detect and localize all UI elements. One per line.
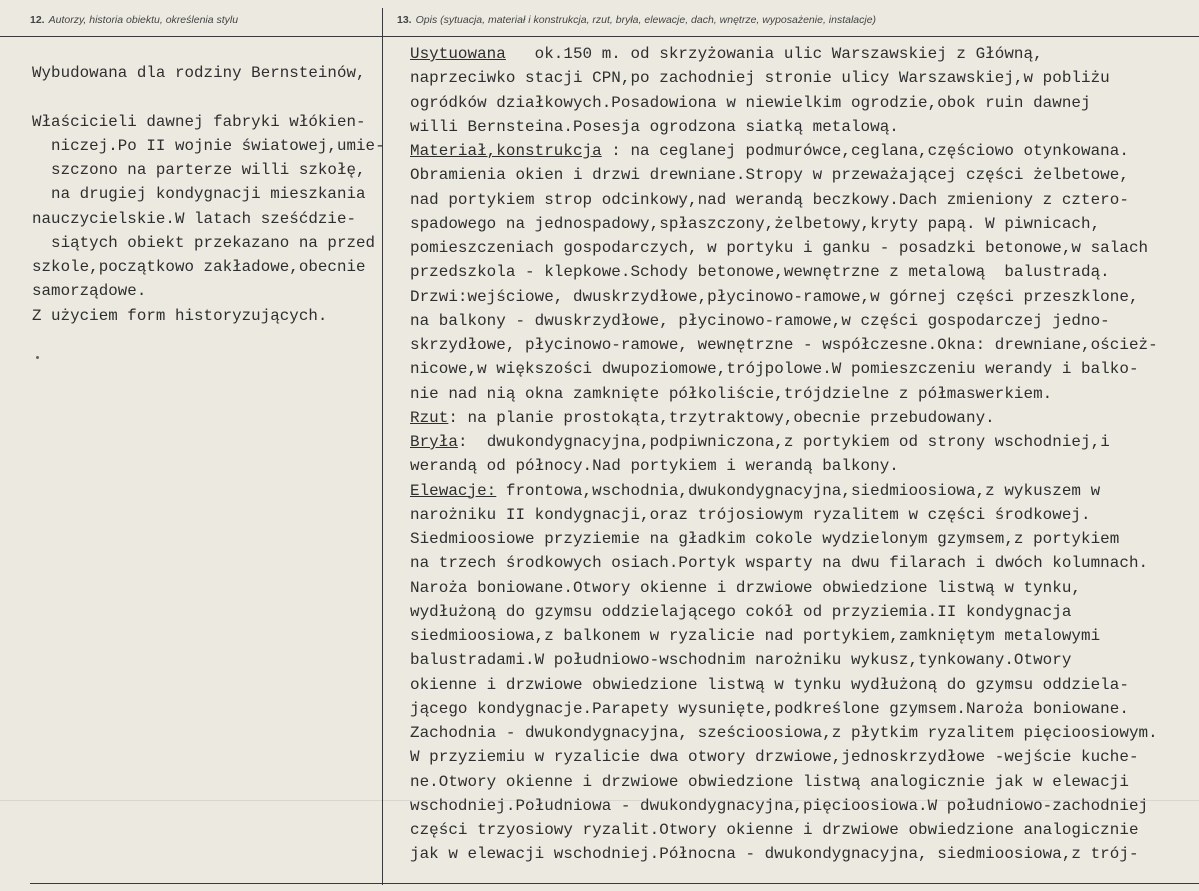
description-text: okienne i drzwiowe obwiedzione listwą w tynku wydłużoną do gzymsu oddziela- xyxy=(410,675,1129,694)
description-text: wschodniej.Południowa - dwukondygnacyjna,pięcioosiowa.W południowo-zachodniej xyxy=(410,796,1149,815)
description-text: spadowego na jednospadowy,spłaszczony,żelbetowy,kryty papą. W piwnicach, xyxy=(410,214,1101,233)
description-text: ne.Otwory okienne i drzwiowe obwiedzione listwą analogicznie jak w elewacji xyxy=(410,772,1129,791)
description-line xyxy=(410,430,1195,454)
description-line xyxy=(410,624,1195,648)
description-line xyxy=(410,115,1195,139)
description-line xyxy=(410,721,1195,745)
description-text: naprzeciwko stacji CPN,po zachodniej stronie ulicy Warszawskiej,w pobliżu xyxy=(410,69,1110,88)
ink-dot xyxy=(36,356,39,359)
history-line: samorządowe. xyxy=(32,282,147,301)
history-line: Wybudowana dla rodziny Bernsteinów, xyxy=(32,64,366,82)
description-line xyxy=(410,163,1195,187)
description-line xyxy=(410,285,1195,309)
description-line xyxy=(410,794,1195,818)
description-text: jak w elewacji wschodniej.Północna - dwukondygnacyjna, siedmioosiowa,z trój- xyxy=(410,845,1139,864)
section-heading: Bryła xyxy=(410,433,458,451)
description-text: Zachodnia - dwukondygnacyjna, sześcioosiowa,z płytkim ryzalitem pięcioosiowym. xyxy=(410,724,1158,742)
description-text: willi Bernsteina.Posesja ogrodzona siatką metalową. xyxy=(410,117,899,136)
history-line: szczono na parterze willi szkołę, xyxy=(32,161,366,179)
section-heading: Elewacje: xyxy=(410,481,497,500)
description-line xyxy=(410,648,1195,672)
description-line xyxy=(410,770,1195,794)
description-text: wydłużoną do gzymsu oddzielającego cokół od przyziemia.II kondygnacja xyxy=(410,602,1072,621)
description-text: werandą od północy.Nad portykiem i werandą balkony. xyxy=(410,457,899,476)
header-left xyxy=(30,14,238,26)
description-text: Drzwi:wejściowe, dwuskrzydłowe,płycinowo-ramowe,w górnej części przeszklone, xyxy=(410,287,1139,306)
bottom-rule xyxy=(30,883,1199,884)
description-line xyxy=(410,745,1195,769)
description-line xyxy=(410,42,1195,66)
description-line xyxy=(410,406,1195,430)
section-heading: Materiał,konstrukcja xyxy=(410,142,602,160)
description-line xyxy=(410,673,1195,697)
description-text: nie nad nią okna zamknięte półkoliście,trójdzielne z półmaswerkiem. xyxy=(410,384,1053,403)
description-text: Naroża boniowane.Otwory okienne i drzwiowe obwiedzione listwą w tynku, xyxy=(410,578,1082,597)
history-line: siątych obiekt przekazano na przed xyxy=(32,233,376,252)
description-line xyxy=(410,697,1195,721)
description-line xyxy=(410,260,1195,284)
description-line xyxy=(410,188,1195,212)
description-text: : na ceglanej podmurówce,ceglana,częściowo otynkowana. xyxy=(601,142,1129,160)
description-text: przedszkola - klepkowe.Schody betonowe,wewnętrzne z metalową balustradą. xyxy=(410,263,1110,282)
description-text: : dwukondygnacyjna,podpiwniczona,z portykiem od strony wschodniej,i xyxy=(457,433,1110,451)
description-text: : na planie prostokąta,trzytraktowy,obecnie przebudowany. xyxy=(448,408,995,427)
header-rule xyxy=(0,36,1199,37)
description-line xyxy=(410,600,1195,624)
description-line xyxy=(410,842,1195,866)
history-line xyxy=(32,85,382,109)
history-line: szkole,początkowo zakładowe,obecnie xyxy=(32,258,366,276)
description-line xyxy=(410,818,1195,842)
history-line: niczej.Po II wojnie światowej,umie- xyxy=(32,136,385,155)
description-line xyxy=(410,66,1195,90)
description-line xyxy=(410,212,1195,236)
header-left-number: 12. xyxy=(30,14,45,26)
description-text: nicowe,w większości dwupoziomowe,trójpolowe.W pomieszczeniu werandy i balko- xyxy=(410,360,1139,379)
description-text: ok.150 m. od skrzyżowania ulic Warszawskiej z Główną, xyxy=(505,45,1043,63)
history-line: Właścicieli dawnej fabryki włókien- xyxy=(32,112,366,131)
section-heading: Usytuowana xyxy=(410,45,506,63)
description-text: nad portykiem strop odcinkowy,nad werandą beczkowy.Dach zmieniony z cztero- xyxy=(410,190,1129,209)
description-line xyxy=(410,309,1195,333)
description-line xyxy=(410,479,1195,503)
description-text: narożniku II kondygnacji,oraz trójosiowym ryzalitem w części środkowej. xyxy=(410,505,1091,524)
header-right-label: Opis (sytuacja, materiał i konstrukcja, rzut, bryła, elewacje, dach, wnętrze, wyposażenie, instalacje) xyxy=(415,14,877,26)
description-text: na trzech środkowych osiach.Portyk wsparty na dwu filarach i dwóch kolumnach. xyxy=(410,554,1149,573)
description-line xyxy=(410,139,1195,163)
description-line xyxy=(410,527,1195,551)
description-text: jącego kondygnacje.Parapety wysunięte,podkreślone gzymsem.Naroża boniowane. xyxy=(410,699,1129,718)
description-line xyxy=(410,382,1195,406)
header-right xyxy=(397,14,876,26)
description-line xyxy=(410,576,1195,600)
description-line xyxy=(410,236,1195,260)
description-text: na balkony - dwuskrzydłowe, płycinowo-ramowe,w części gospodarczej jedno- xyxy=(410,311,1110,330)
header-left-label: Autorzy, historia obiektu, określenia stylu xyxy=(48,14,239,26)
history-column xyxy=(32,61,385,328)
description-text: części trzyosiowy ryzalit.Otwory okienne i drzwiowe obwiedzione analogicznie xyxy=(410,821,1139,839)
description-line xyxy=(410,503,1195,527)
history-line: nauczycielskie.W latach sześćdzie- xyxy=(32,209,357,228)
description-text: balustradami.W południowo-wschodnim narożniku wykusz,tynkowany.Otwory xyxy=(410,651,1072,670)
description-text: Siedmioosiowe przyziemie na gładkim cokole wydzielonym gzymsem,z portykiem xyxy=(410,530,1120,548)
section-heading: Rzut xyxy=(410,408,449,427)
description-line xyxy=(410,454,1195,478)
description-line xyxy=(410,357,1195,381)
description-text: skrzydłowe, płycinowo-ramowe, wewnętrzne - współczesne.Okna: drewniane,oścież- xyxy=(410,336,1158,354)
description-text: pomieszczeniach gospodarczych, w portyku i ganku - posadzki betonowe,w salach xyxy=(410,239,1149,257)
description-text: W przyziemiu w ryzalicie dwa otwory drzwiowe,jednoskrzydłowe -wejście kuche- xyxy=(410,748,1139,767)
history-line: na drugiej kondygnacji mieszkania xyxy=(32,185,366,204)
header-right-number: 13. xyxy=(397,14,412,26)
description-text: ogródków działkowych.Posadowiona w niewielkim ogrodzie,obok ruin dawnej xyxy=(410,93,1091,112)
description-line xyxy=(410,333,1195,357)
description-line xyxy=(410,91,1195,115)
description-line xyxy=(410,551,1195,575)
description-text: Obramienia okien i drzwi drewniane.Stropy w przeważającej części żelbetowe, xyxy=(410,166,1129,185)
history-line: Z użyciem form historyzujących. xyxy=(32,306,328,325)
description-text: frontowa,wschodnia,dwukondygnacyjna,siedmioosiowa,z wykuszem w xyxy=(496,481,1101,500)
description-text: siedmioosiowa,z balkonem w ryzalicie nad portykiem,zamkniętym metalowymi xyxy=(410,627,1101,645)
description-column xyxy=(410,42,1195,867)
